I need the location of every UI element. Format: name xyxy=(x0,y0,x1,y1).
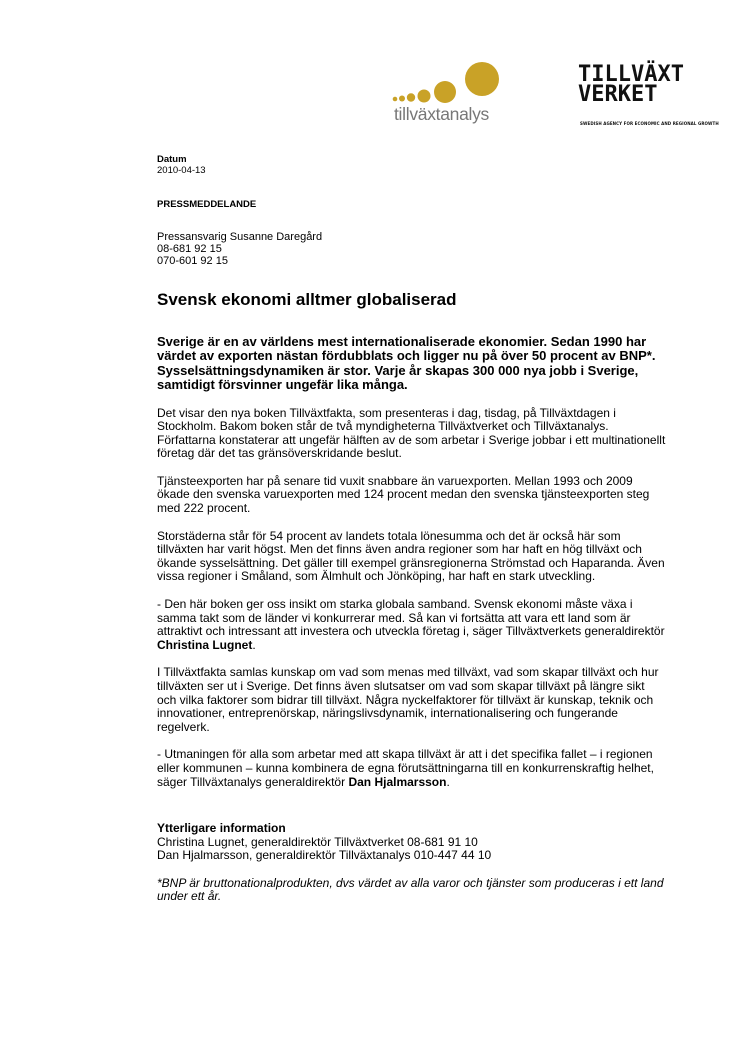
paragraph-4-text: - Den här boken ger oss insikt om starka globala samband. Svensk ekonomi måste växa i samma takt som de länder vi konkurrerar med. Så kan vi fortsätta att vara ett land som är attraktivt och intressant att investera och utveckla företag i, säger Tillväxtverkets generaldirektör xyxy=(157,597,665,639)
paragraph-4 xyxy=(157,598,667,652)
paragraph-6-end: . xyxy=(446,774,450,789)
paragraph-4-end: . xyxy=(252,637,256,652)
paragraph-6-name: Dan Hjalmarsson xyxy=(348,774,447,789)
tillvaxtverket-wordmark-line2: VERKET xyxy=(578,82,658,107)
tillvaxtanalys-dots-icon xyxy=(390,62,510,106)
more-info-heading: Ytterligare information xyxy=(157,821,286,836)
contact-person: Pressansvarig Susanne Daregård xyxy=(157,230,323,243)
tillvaxtanalys-wordmark: tillväxtanalys xyxy=(394,104,490,124)
date-value: 2010-04-13 xyxy=(157,165,206,176)
more-info-line-1: Christina Lugnet, generaldirektör Tillväxtverket 08-681 91 10 xyxy=(157,834,478,849)
paragraph-3: Storstäderna står för 54 procent av landets totala lönesumma och det är också här som tillväxten har varit högst. Men det finns även andra regioner som har haft en hög tillväxt och ökande sysselsättning. Det gäller till exempel gränsregionerna Strömstad och Haparanda. Även vissa regioner i Småland, som Älmhult och Jönköping, har haft en stark utveckling. xyxy=(157,528,665,584)
footnote: *BNP är bruttonationalprodukten, dvs värdet av alla varor och tjänster som produceras i ett land under ett år. xyxy=(157,875,664,904)
paragraph-4-name: Christina Lugnet xyxy=(157,637,253,652)
date-label: Datum xyxy=(157,154,187,165)
page-title: Svensk ekonomi alltmer globaliserad xyxy=(157,289,457,309)
tillvaxtverket-tagline: SWEDISH AGENCY FOR ECONOMIC AND REGIONAL GROWTH xyxy=(580,121,719,126)
paragraph-6 xyxy=(157,748,667,789)
lead-paragraph: Sverige är en av världens mest internationaliserade ekonomier. Sedan 1990 har värdet av exporten nästan fördubblats och ligger nu på över 50 procent av BNP*. Sysselsättningsdynamiken är stor. Varje år skapas 300 000 nya jobb i Sverige, samtidigt försvinner ungefär lika många. xyxy=(157,333,656,392)
press-release-label: PRESSMEDDELANDE xyxy=(157,199,257,210)
tillvaxtanalys-logo xyxy=(390,62,510,126)
paragraph-1: Det visar den nya boken Tillväxtfakta, som presenteras i dag, tisdag, på Tillväxtdagen i Stockholm. Bakom boken står de två myndigheterna Tillväxtverket och Tillväxtanalys. Författarna konstaterar att ungefär hälften av de som arbetar i Sverige jobbar i ett multinationellt företag där det tas gränsöverskridande beslut. xyxy=(157,405,666,461)
tillvaxtverket-wordmark-line1: TILLVÄXT xyxy=(578,62,684,87)
paragraph-5: I Tillväxtfakta samlas kunskap om vad som menas med tillväxt, vad som skapar tillväxt och hur tillväxten ser ut i Sverige. Det finns även slutsatser om vad som skapar tillväxt på längre sikt och vilka faktorer som bidrar till tillväxt. Några nyckelfaktorer för tillväxt är kunskap, teknik och innovationer, entreprenörskap, näringslivsdynamik, internationalisering och fungerande regelverk. xyxy=(157,665,659,734)
contact-phone-2: 070-601 92 15 xyxy=(157,254,228,267)
contact-phone-1: 08-681 92 15 xyxy=(157,242,222,255)
press-contact xyxy=(157,231,667,267)
tillvaxtverket-logo xyxy=(578,62,719,130)
press-release-body xyxy=(157,154,667,904)
more-info-line-2: Dan Hjalmarsson, generaldirektör Tillväxtanalys 010-447 44 10 xyxy=(157,848,492,863)
paragraph-6-text: - Utmaningen för alla som arbetar med att skapa tillväxt är att i det specifika fallet – i regionen eller kommunen – kunna kombinera de egna förutsättningarna till en konkurrenskraftig helhet, säger Tillväxtanalys generaldirektör xyxy=(157,747,654,789)
paragraph-2: Tjänsteexporten har på senare tid vuxit snabbare än varuexporten. Mellan 1993 och 2009 ökade den svenska varuexporten med 124 procent medan den svenska tjänsteexporten steg med 222 procent. xyxy=(157,473,650,516)
